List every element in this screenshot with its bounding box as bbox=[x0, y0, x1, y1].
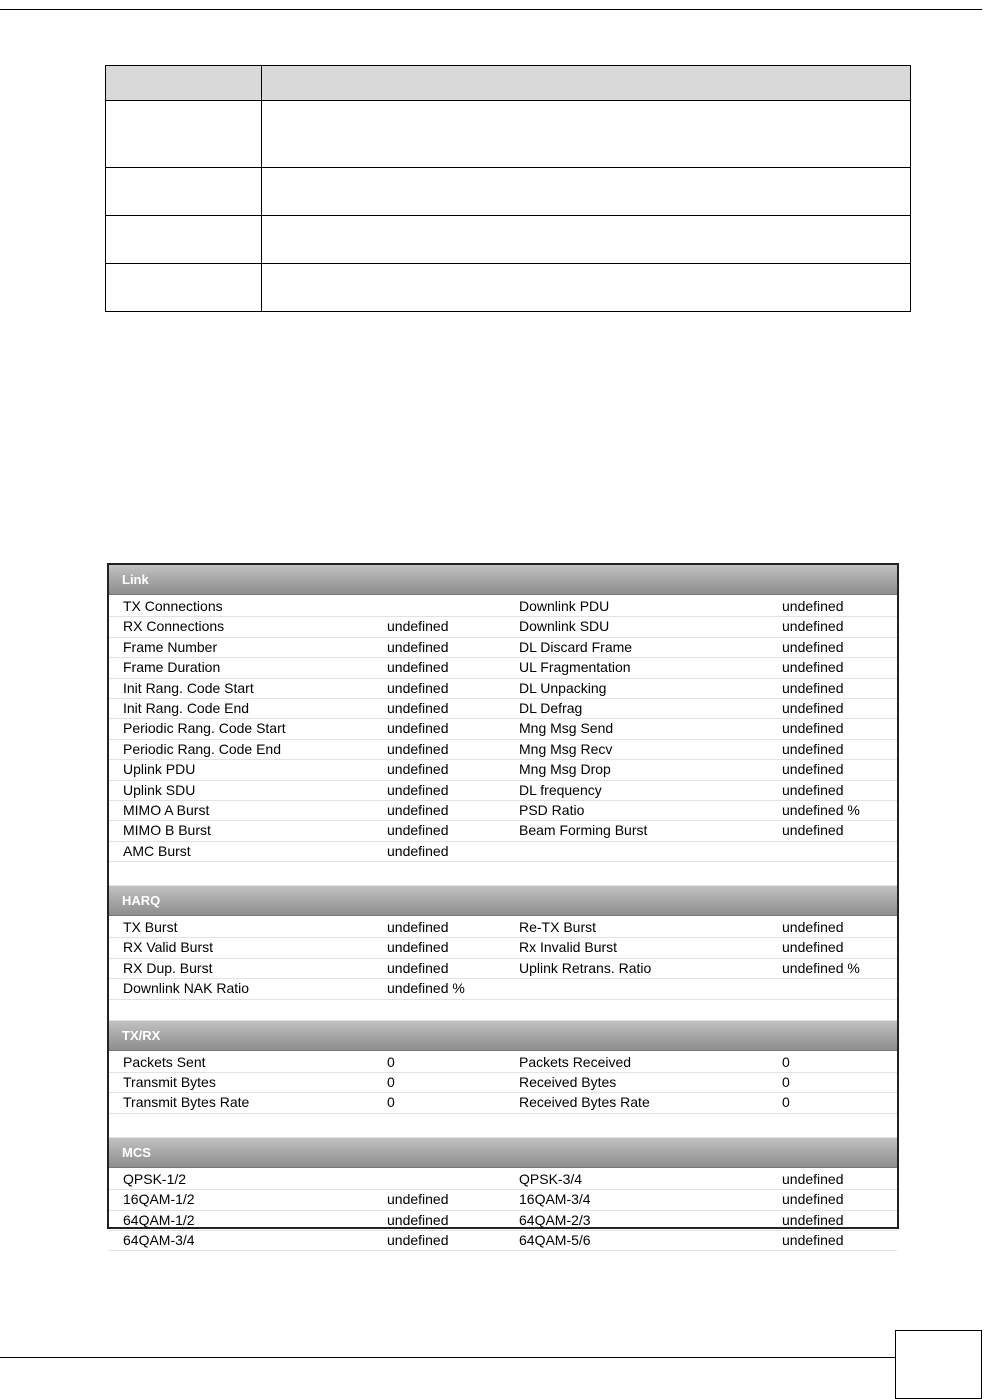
field-value-left: undefined bbox=[387, 618, 449, 635]
field-label-right: DL frequency bbox=[519, 781, 602, 798]
section-spacer bbox=[109, 862, 897, 886]
field-value-left: 0 bbox=[387, 1094, 395, 1111]
status-row bbox=[109, 1093, 897, 1113]
harq-rows bbox=[109, 916, 897, 1000]
status-row bbox=[109, 679, 897, 699]
field-label-right: Rx Invalid Burst bbox=[519, 939, 618, 956]
field-value-right: undefined bbox=[782, 761, 844, 778]
field-value-left: undefined bbox=[387, 959, 449, 976]
field-value-right: undefined bbox=[782, 939, 844, 956]
field-value-right: undefined bbox=[782, 638, 844, 655]
field-label-left: RX Valid Burst bbox=[123, 939, 213, 956]
field-label-left: MIMO B Burst bbox=[123, 822, 211, 839]
field-label-right: Received Bytes bbox=[519, 1074, 617, 1091]
field-label-right: Mng Msg Drop bbox=[519, 761, 611, 778]
field-label-right: Packets Received bbox=[519, 1053, 632, 1070]
section-header-harq: HARQ bbox=[109, 886, 897, 916]
section-header-mcs: MCS bbox=[109, 1138, 897, 1168]
field-label-right: QPSK-3/4 bbox=[519, 1170, 583, 1187]
field-label-right: 16QAM-3/4 bbox=[519, 1191, 591, 1208]
section-header-txrx: TX/RX bbox=[109, 1021, 897, 1051]
field-value-right: undefined bbox=[782, 699, 844, 716]
field-value-right: undefined bbox=[782, 1170, 844, 1187]
field-value-right: 0 bbox=[782, 1053, 790, 1070]
field-label-right: DL Defrag bbox=[519, 699, 583, 716]
page-number-box bbox=[895, 1330, 982, 1399]
field-label-left: Transmit Bytes bbox=[123, 1074, 216, 1091]
status-row bbox=[109, 1190, 897, 1210]
field-label-left: Uplink SDU bbox=[123, 781, 196, 798]
txrx-rows bbox=[109, 1051, 897, 1114]
field-value-right: undefined bbox=[782, 1231, 844, 1248]
field-value-left: undefined bbox=[387, 801, 449, 818]
field-label-right: Mng Msg Send bbox=[519, 720, 614, 737]
field-label-right: Received Bytes Rate bbox=[519, 1094, 650, 1111]
field-label-right: DL Discard Frame bbox=[519, 638, 633, 655]
field-label-right: PSD Ratio bbox=[519, 801, 585, 818]
field-value-left: undefined bbox=[387, 638, 449, 655]
field-value-right: undefined bbox=[782, 740, 844, 757]
field-value-right: undefined bbox=[782, 618, 844, 635]
table-row bbox=[106, 216, 911, 264]
table-row bbox=[106, 168, 911, 216]
table-cell-label bbox=[106, 264, 262, 312]
status-row bbox=[109, 597, 897, 617]
bottom-rule bbox=[0, 1357, 895, 1358]
field-label-left: QPSK-1/2 bbox=[123, 1170, 187, 1187]
status-row bbox=[109, 821, 897, 841]
table-cell-description bbox=[262, 101, 911, 168]
section-spacer bbox=[109, 1000, 897, 1021]
status-row bbox=[109, 638, 897, 658]
field-label-left: Downlink NAK Ratio bbox=[123, 980, 250, 997]
field-label-left: Frame Duration bbox=[123, 659, 221, 676]
status-row bbox=[109, 1211, 897, 1231]
field-label-left: Packets Sent bbox=[123, 1053, 206, 1070]
field-value-left: undefined bbox=[387, 1211, 449, 1228]
table-cell-label bbox=[106, 168, 262, 216]
field-value-left: 0 bbox=[387, 1053, 395, 1070]
field-label-right: Beam Forming Burst bbox=[519, 822, 648, 839]
table-header-cell-description bbox=[262, 66, 911, 101]
status-row bbox=[109, 699, 897, 719]
field-label-left: Periodic Rang. Code Start bbox=[123, 720, 286, 737]
field-value-left: undefined bbox=[387, 1191, 449, 1208]
field-label-left: TX Burst bbox=[123, 919, 178, 936]
status-row bbox=[109, 740, 897, 760]
field-label-left: RX Connections bbox=[123, 618, 225, 635]
field-value-right: undefined bbox=[782, 1211, 844, 1228]
field-label-right: Uplink Retrans. Ratio bbox=[519, 959, 652, 976]
status-row bbox=[109, 1231, 897, 1251]
table-cell-description bbox=[262, 216, 911, 264]
table-row bbox=[106, 101, 911, 168]
table-row bbox=[106, 264, 911, 312]
field-label-left: Frame Number bbox=[123, 638, 218, 655]
field-label-left: AMC Burst bbox=[123, 842, 191, 859]
status-row bbox=[109, 979, 897, 999]
field-value-right: undefined bbox=[782, 720, 844, 737]
status-row bbox=[109, 617, 897, 637]
status-row bbox=[109, 959, 897, 979]
field-value-left: undefined bbox=[387, 699, 449, 716]
status-row bbox=[109, 918, 897, 938]
field-description-table bbox=[105, 65, 911, 312]
status-panel-screenshot bbox=[107, 563, 899, 1248]
section-header-link: Link bbox=[109, 565, 897, 595]
field-value-left: undefined bbox=[387, 679, 449, 696]
table-cell-description bbox=[262, 168, 911, 216]
field-label-left: Periodic Rang. Code End bbox=[123, 740, 281, 757]
field-value-right: undefined bbox=[782, 659, 844, 676]
field-value-left: undefined bbox=[387, 822, 449, 839]
field-label-right: Mng Msg Recv bbox=[519, 740, 613, 757]
field-label-left: Init Rang. Code Start bbox=[123, 679, 254, 696]
field-label-left: 64QAM-3/4 bbox=[123, 1231, 195, 1248]
field-value-right: undefined bbox=[782, 822, 844, 839]
field-label-left: Init Rang. Code End bbox=[123, 699, 250, 716]
field-label-left: RX Dup. Burst bbox=[123, 959, 213, 976]
field-value-left: undefined bbox=[387, 939, 449, 956]
field-value-right: undefined bbox=[782, 919, 844, 936]
field-value-left: undefined bbox=[387, 919, 449, 936]
table-cell-description bbox=[262, 264, 911, 312]
field-label-right: DL Unpacking bbox=[519, 679, 607, 696]
field-value-right: undefined bbox=[782, 781, 844, 798]
field-label-left: Transmit Bytes Rate bbox=[123, 1094, 250, 1111]
status-row bbox=[109, 938, 897, 958]
field-value-left: undefined bbox=[387, 781, 449, 798]
field-value-left: undefined bbox=[387, 842, 449, 859]
status-row bbox=[109, 842, 897, 862]
field-label-right: Re-TX Burst bbox=[519, 919, 597, 936]
field-value-left: undefined % bbox=[387, 980, 465, 997]
field-value-right: undefined bbox=[782, 598, 844, 614]
field-label-right: 64QAM-2/3 bbox=[519, 1211, 591, 1228]
status-row bbox=[109, 658, 897, 678]
field-value-right: undefined % bbox=[782, 801, 860, 818]
field-value-left: undefined bbox=[387, 740, 449, 757]
field-value-right: undefined bbox=[782, 1191, 844, 1208]
field-label-left: MIMO A Burst bbox=[123, 801, 210, 818]
link-rows bbox=[109, 595, 897, 862]
field-value-left: 0 bbox=[387, 1074, 395, 1091]
field-value-left: undefined bbox=[387, 659, 449, 676]
top-rule bbox=[0, 9, 982, 10]
status-row bbox=[109, 1170, 897, 1190]
field-value-right: undefined % bbox=[782, 959, 860, 976]
section-spacer bbox=[109, 1114, 897, 1138]
field-value-left: undefined bbox=[387, 720, 449, 737]
table-header-row bbox=[106, 66, 911, 101]
field-label-left: 64QAM-1/2 bbox=[123, 1211, 195, 1228]
field-value-left: undefined bbox=[387, 761, 449, 778]
field-label-left: TX Connections bbox=[123, 598, 223, 614]
field-label-left: 16QAM-1/2 bbox=[123, 1191, 195, 1208]
field-label-right: Downlink SDU bbox=[519, 618, 610, 635]
field-value-right: 0 bbox=[782, 1094, 790, 1111]
status-row bbox=[109, 719, 897, 739]
field-label-right: 64QAM-5/6 bbox=[519, 1231, 591, 1248]
status-row bbox=[109, 1053, 897, 1073]
table-header-cell-label bbox=[106, 66, 262, 101]
field-value-right: undefined bbox=[782, 679, 844, 696]
status-row bbox=[109, 801, 897, 821]
field-value-left: undefined bbox=[387, 1231, 449, 1248]
table-cell-label bbox=[106, 216, 262, 264]
mcs-rows bbox=[109, 1168, 897, 1252]
status-row bbox=[109, 1073, 897, 1093]
field-value-right: 0 bbox=[782, 1074, 790, 1091]
field-label-left: Uplink PDU bbox=[123, 761, 196, 778]
status-row bbox=[109, 781, 897, 801]
status-row bbox=[109, 760, 897, 780]
table-cell-label bbox=[106, 101, 262, 168]
field-label-right: UL Fragmentation bbox=[519, 659, 631, 676]
field-label-right: Downlink PDU bbox=[519, 598, 610, 614]
